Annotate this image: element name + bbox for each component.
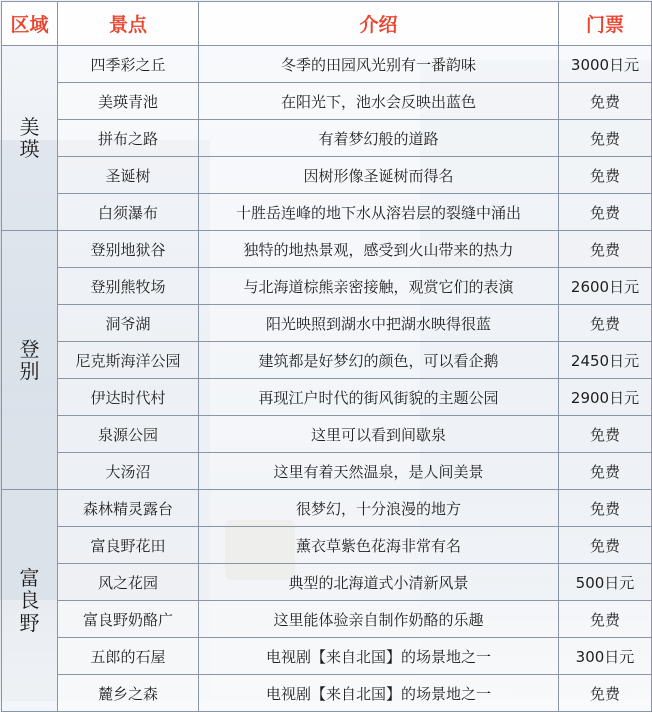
ticket-cell: 免费 <box>559 453 652 490</box>
table-row <box>2 83 652 120</box>
desc-cell: 很梦幻，十分浪漫的地方 <box>199 490 559 527</box>
region-cell-noboribetsu: 登别 <box>2 231 58 490</box>
ticket-cell: 免费 <box>559 416 652 453</box>
spot-cell: 拼布之路 <box>58 120 199 157</box>
desc-cell: 这里能体验亲自制作奶酪的乐趣 <box>199 601 559 638</box>
desc-cell: 这里有着天然温泉，是人间美景 <box>199 453 559 490</box>
spot-cell: 登别熊牧场 <box>58 268 199 305</box>
ticket-cell: 免费 <box>559 231 652 268</box>
desc-cell: 这里可以看到间歇泉 <box>199 416 559 453</box>
desc-cell: 电视剧【来自北国】的场景地之一 <box>199 638 559 675</box>
spot-cell: 洞爷湖 <box>58 305 199 342</box>
spot-cell: 伊达时代村 <box>58 379 199 416</box>
spot-cell: 风之花园 <box>58 564 199 601</box>
ticket-cell: 免费 <box>559 601 652 638</box>
spot-cell: 白须瀑布 <box>58 194 199 231</box>
ticket-cell: 2900日元 <box>559 379 652 416</box>
table-row <box>2 120 652 157</box>
table-row <box>2 194 652 231</box>
table-row <box>2 416 652 453</box>
table-row <box>2 305 652 342</box>
header-spot: 景点 <box>58 2 199 46</box>
spot-cell: 登别地狱谷 <box>58 231 199 268</box>
ticket-cell: 3000日元 <box>559 46 652 83</box>
table-row <box>2 268 652 305</box>
region-cell-furano: 富良野 <box>2 490 58 712</box>
desc-cell: 十胜岳连峰的地下水从溶岩层的裂缝中涌出 <box>199 194 559 231</box>
table-row <box>2 675 652 712</box>
table-row <box>2 342 652 379</box>
ticket-cell: 免费 <box>559 157 652 194</box>
ticket-cell: 2600日元 <box>559 268 652 305</box>
table-row <box>2 490 652 527</box>
spot-cell: 森林精灵露台 <box>58 490 199 527</box>
desc-cell: 薰衣草紫色花海非常有名 <box>199 527 559 564</box>
spot-cell: 富良野花田 <box>58 527 199 564</box>
desc-cell: 在阳光下，池水会反映出蓝色 <box>199 83 559 120</box>
ticket-cell: 免费 <box>559 120 652 157</box>
desc-cell: 冬季的田园风光别有一番韵味 <box>199 46 559 83</box>
table-row <box>2 379 652 416</box>
desc-cell: 因树形像圣诞树而得名 <box>199 157 559 194</box>
desc-cell: 与北海道棕熊亲密接触，观赏它们的表演 <box>199 268 559 305</box>
desc-cell: 有着梦幻般的道路 <box>199 120 559 157</box>
ticket-cell: 300日元 <box>559 638 652 675</box>
spot-cell: 美瑛青池 <box>58 83 199 120</box>
table-row <box>2 638 652 675</box>
desc-cell: 阳光映照到湖水中把湖水映得很蓝 <box>199 305 559 342</box>
spot-cell: 大汤沼 <box>58 453 199 490</box>
spot-cell: 麓乡之森 <box>58 675 199 712</box>
ticket-cell: 免费 <box>559 527 652 564</box>
region-cell-biei: 美瑛 <box>2 46 58 231</box>
desc-cell: 独特的地热景观，感受到火山带来的热力 <box>199 231 559 268</box>
header-row <box>2 2 652 46</box>
spot-cell: 富良野奶酪广 <box>58 601 199 638</box>
header-region: 区域 <box>2 2 58 46</box>
desc-cell: 建筑都是好梦幻的颜色，可以看企鹅 <box>199 342 559 379</box>
header-ticket: 门票 <box>559 2 652 46</box>
table-row <box>2 46 652 83</box>
table-row <box>2 527 652 564</box>
spot-cell: 五郎的石屋 <box>58 638 199 675</box>
ticket-cell: 2450日元 <box>559 342 652 379</box>
table-row <box>2 453 652 490</box>
ticket-cell: 免费 <box>559 675 652 712</box>
table-row <box>2 564 652 601</box>
ticket-cell: 免费 <box>559 194 652 231</box>
table-row <box>2 601 652 638</box>
table-row <box>2 157 652 194</box>
desc-cell: 电视剧【来自北国】的场景地之一 <box>199 675 559 712</box>
header-desc: 介绍 <box>199 2 559 46</box>
spot-cell: 尼克斯海洋公园 <box>58 342 199 379</box>
spot-cell: 四季彩之丘 <box>58 46 199 83</box>
sightseeing-table <box>1 1 652 712</box>
ticket-cell: 500日元 <box>559 564 652 601</box>
table-row <box>2 231 652 268</box>
ticket-cell: 免费 <box>559 83 652 120</box>
spot-cell: 圣诞树 <box>58 157 199 194</box>
desc-cell: 典型的北海道式小清新风景 <box>199 564 559 601</box>
desc-cell: 再现江户时代的街风街貌的主题公园 <box>199 379 559 416</box>
ticket-cell: 免费 <box>559 490 652 527</box>
ticket-cell: 免费 <box>559 305 652 342</box>
spot-cell: 泉源公园 <box>58 416 199 453</box>
